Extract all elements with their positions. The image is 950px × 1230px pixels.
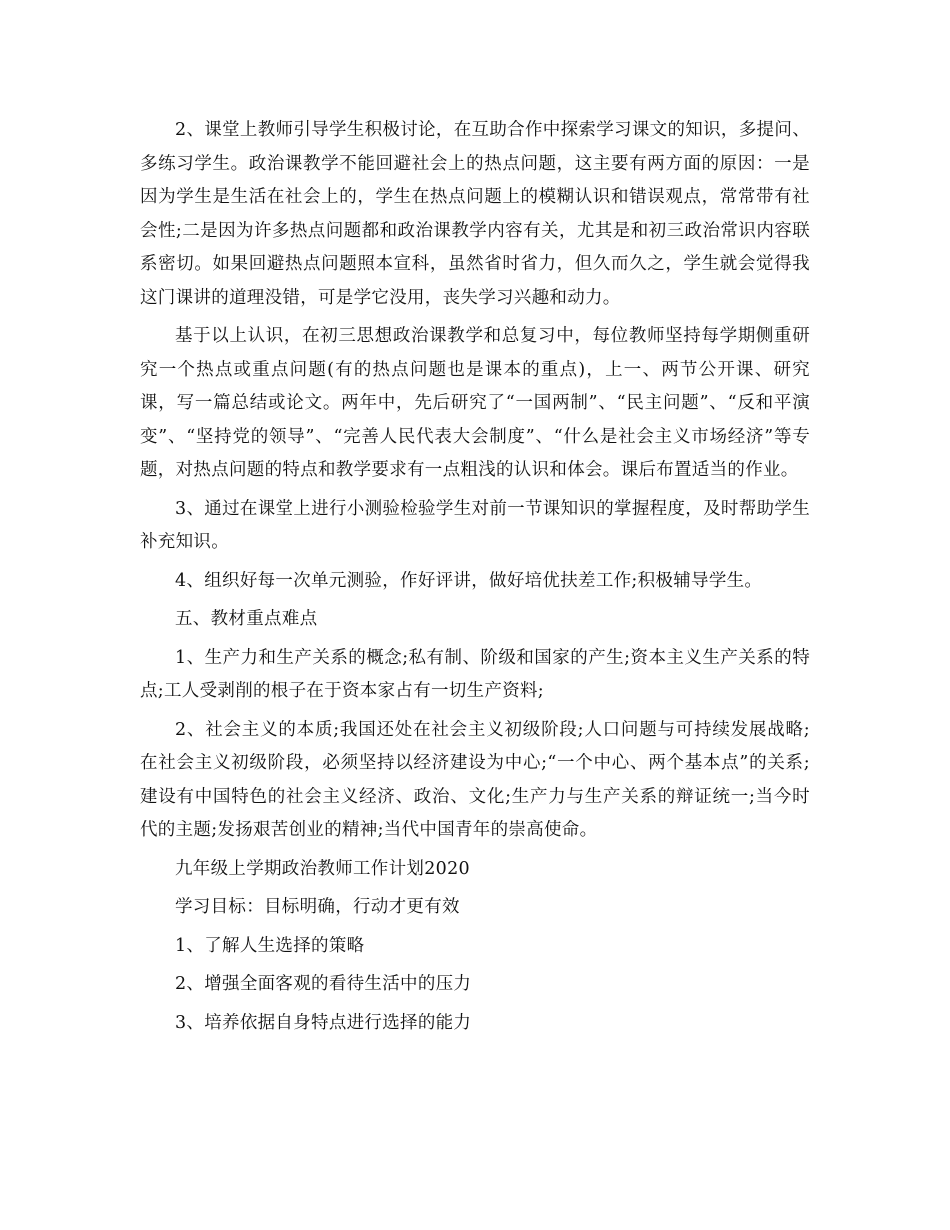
paragraph-classroom-discussion: 2、课堂上教师引导学生积极讨论，在互助合作中探索学习课文的知识，多提问、多练习学生。政治课教学不能回避社会上的热点问题，这主要有两方面的原因：一是因为学生是生活在社会上的，学生在热点问题上的模糊认识和错误观点，常常带有社会性;二是因为许多热点问题都和政治课教学内容有关，尤其是和初三政治常识内容联系密切。如果回避热点问题照本宣科，虽然省时省力，但久而久之，学生就会觉得我这门课讲的道理没错，可是学它没用，丧失学习兴趣和动力。 — [140, 120, 810, 308]
paragraph-research-hotspots: 基于以上认识，在初三思想政治课教学和总复习中，每位教师坚持每学期侧重研究一个热点或重点问题(有的热点问题也是课本的重点)，上一、两节公开课、研究课，写一篇总结或论文。两年中，先后研究了“一国两制”、“民主问题”、“反和平演变”、“坚持党的领导”、“完善人民代表大会制度”、“什么是社会主义市场经济”等专题，对热点问题的特点和教学要求有一点粗浅的认识和体会。课后布置适当的作业。 — [140, 326, 810, 480]
learning-goal-1: 1、了解人生选择的策略 — [175, 935, 365, 956]
learning-goal-2: 2、增强全面客观的看待生活中的压力 — [175, 974, 472, 994]
learning-goal-heading: 学习目标：目标明确，行动才更有效 — [175, 897, 460, 917]
paragraph-unit-test: 4、组织好每一次单元测验，作好评讲，做好培优扶差工作;积极辅导学生。 — [175, 570, 763, 591]
section-heading-key-points: 五、教材重点难点 — [175, 609, 318, 629]
learning-goal-3: 3、培养依据自身特点进行选择的能力 — [175, 1012, 472, 1033]
plan-title: 九年级上学期政治教师工作计划2020 — [175, 858, 470, 879]
document-body — [140, 114, 810, 1045]
paragraph-key-point-2: 2、社会主义的本质;我国还处在社会主义初级阶段;人口问题与可持续发展战略;在社会主义初级阶段，必须坚持以经济建设为中心;“一个中心、两个基本点”的关系;建设有中国特色的社会主义经济、政治、文化;生产力与生产关系的辩证统一;当今时代的主题;发扬艰苦创业的精神;当代中国青年的崇高使命。 — [140, 719, 810, 840]
paragraph-key-point-1: 1、生产力和生产关系的概念;私有制、阶级和国家的产生;资本主义生产关系的特点;工人受剥削的根子在于资本家占有一切生产资料; — [140, 647, 810, 701]
paragraph-quiz: 3、通过在课堂上进行小测验检验学生对前一节课知识的掌握程度，及时帮助学生补充知识。 — [140, 498, 810, 552]
